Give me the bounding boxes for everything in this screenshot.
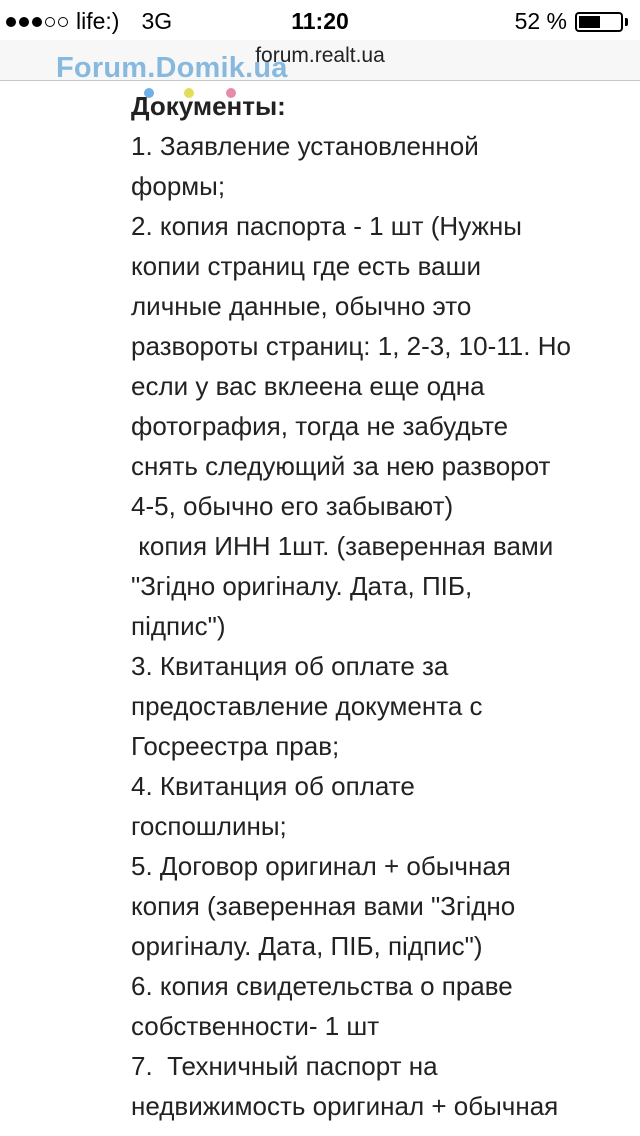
text-line: 2. копия паспорта - 1 шт (Нужны: [131, 211, 522, 241]
text-line: копии страниц где есть ваши: [131, 251, 481, 281]
text-line: підпис"): [131, 611, 226, 641]
text-line: 6. копия свидетельства о праве: [131, 971, 513, 1001]
text-line: Госреестра прав;: [131, 731, 340, 761]
battery-tip: [625, 18, 628, 26]
text-line: недвижимость оригинал + обычная: [131, 1091, 559, 1121]
text-line: госпошлины;: [131, 811, 287, 841]
text-line: 4. Квитанция об оплате: [131, 771, 415, 801]
watermark-logo: Forum.Domik.ua: [56, 52, 288, 84]
text-line: оригіналу. Дата, ПІБ, підпис"): [131, 931, 483, 961]
text-line: 5. Договор оригинал + обычная: [131, 851, 511, 881]
text-line: копия (заверенная вами "Згідно: [131, 891, 516, 921]
text-line: личные данные, обычно это: [131, 291, 472, 321]
text-line: формы;: [131, 171, 226, 201]
document-title: Документы:: [131, 91, 286, 121]
clock: 11:20: [291, 8, 349, 34]
text-line: фотография, тогда не забудьте: [131, 411, 509, 441]
text-line: 1. Заявление установленной: [131, 131, 479, 161]
document-body: [131, 86, 621, 1126]
battery-icon: [575, 12, 623, 32]
text-line: копия ИНН 1шт. (заверенная вами: [131, 531, 554, 561]
text-line: 3. Квитанция об оплате за: [131, 651, 449, 681]
text-line: собственности- 1 шт: [131, 1011, 380, 1041]
text-line: развороты страниц: 1, 2-3, 10-11. Но: [131, 331, 571, 361]
text-line: предоставление документа с: [131, 691, 483, 721]
network-type: 3G: [141, 8, 173, 34]
text-line: снять следующий за нею разворот: [131, 451, 551, 481]
url-text[interactable]: forum.realt.ua: [255, 44, 385, 67]
text-line: 4-5, обычно его забывают): [131, 491, 454, 521]
status-right: [515, 8, 628, 35]
status-bar: [0, 0, 640, 42]
carrier-name: life:): [76, 8, 120, 34]
battery-percent: 52 %: [514, 8, 567, 34]
text-line: если у вас вклеена еще одна: [131, 371, 485, 401]
text-line: "Згідно оригіналу. Дата, ПІБ,: [131, 571, 473, 601]
battery-level-fill: [579, 16, 600, 28]
text-line: 7. Техничный паспорт на: [131, 1051, 438, 1081]
